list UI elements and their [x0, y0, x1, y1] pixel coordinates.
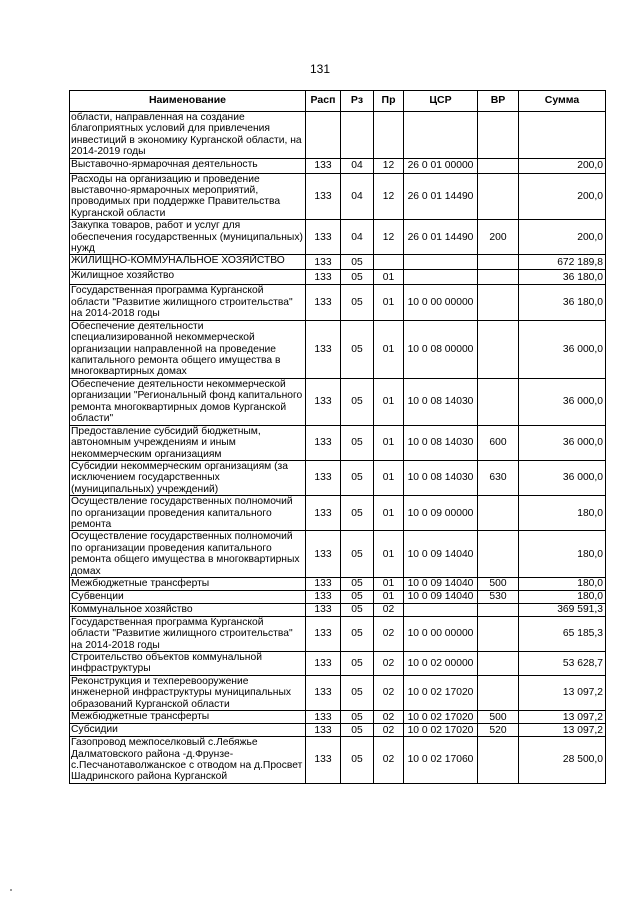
cell-vr: [478, 285, 519, 320]
cell-name: Жилищное хозяйство: [70, 270, 306, 285]
cell-csr: 10 0 09 14040: [404, 531, 478, 578]
cell-vr: [478, 270, 519, 285]
budget-table: [69, 90, 606, 784]
cell-name: ЖИЛИЩНО-КОММУНАЛЬНОЕ ХОЗЯЙСТВО: [70, 255, 306, 270]
cell-name: Межбюджетные трансферты: [70, 578, 306, 590]
cell-name: Выставочно-ярмарочная деятельность: [70, 158, 306, 173]
cell-rz: 05: [341, 460, 374, 495]
header-csr: ЦСР: [404, 91, 478, 112]
cell-sum: 36 000,0: [519, 320, 606, 378]
cell-name: Осуществление государственных полномочий по организации проведения капитального ремонта: [70, 496, 306, 531]
table-row: [70, 496, 606, 531]
cell-pr: 02: [374, 676, 404, 711]
cell-pr: 02: [374, 724, 404, 737]
cell-csr: [404, 270, 478, 285]
cell-rasp: 133: [306, 425, 341, 460]
cell-rasp: 133: [306, 320, 341, 378]
cell-rasp: 133: [306, 460, 341, 495]
cell-vr: 200: [478, 220, 519, 255]
cell-csr: 10 0 02 17020: [404, 711, 478, 724]
cell-name: области, направленная на создание благоприятных условий для привлечения инвестиций в экономику Курганской области, на 2014-2019 годы: [70, 112, 306, 159]
cell-vr: [478, 378, 519, 425]
cell-rasp: 133: [306, 724, 341, 737]
cell-vr: [478, 255, 519, 270]
cell-name: Осуществление государственных полномочий по организации проведения капитального ремонта общего имущества в многоквартирных домах: [70, 531, 306, 578]
cell-vr: [478, 603, 519, 616]
cell-sum: 180,0: [519, 590, 606, 603]
cell-vr: [478, 737, 519, 784]
cell-rasp: 133: [306, 652, 341, 676]
cell-csr: 10 0 08 14030: [404, 378, 478, 425]
table-header-row: [70, 91, 606, 112]
table-row: [70, 112, 606, 159]
cell-sum: 36 000,0: [519, 378, 606, 425]
cell-pr: 01: [374, 285, 404, 320]
page-number: 131: [309, 62, 331, 76]
cell-pr: 12: [374, 158, 404, 173]
table-row: [70, 425, 606, 460]
cell-rasp: 133: [306, 496, 341, 531]
cell-pr: 02: [374, 737, 404, 784]
table-row: [70, 320, 606, 378]
cell-pr: [374, 112, 404, 159]
cell-csr: 10 0 08 00000: [404, 320, 478, 378]
cell-rasp: [306, 112, 341, 159]
cell-rasp: 133: [306, 578, 341, 590]
cell-rz: 05: [341, 285, 374, 320]
cell-name: Коммунальное хозяйство: [70, 603, 306, 616]
cell-rz: [341, 112, 374, 159]
cell-vr: [478, 173, 519, 220]
header-name: Наименование: [70, 91, 306, 112]
cell-rasp: 133: [306, 603, 341, 616]
cell-sum: 180,0: [519, 578, 606, 590]
cell-name: Государственная программа Курганской области "Развитие жилищного строительства" на 2014-2018 годы: [70, 285, 306, 320]
cell-sum: 200,0: [519, 220, 606, 255]
cell-pr: 12: [374, 173, 404, 220]
cell-csr: [404, 112, 478, 159]
cell-rasp: 133: [306, 173, 341, 220]
table-row: [70, 173, 606, 220]
cell-rz: 05: [341, 578, 374, 590]
cell-sum: 200,0: [519, 158, 606, 173]
cell-rasp: 133: [306, 676, 341, 711]
table-row: [70, 531, 606, 578]
cell-pr: 01: [374, 578, 404, 590]
cell-sum: 65 185,3: [519, 616, 606, 651]
cell-vr: [478, 320, 519, 378]
cell-name: Газопровод межпоселковый с.Лебяжье Далматовского района -д.Фрунзе-с.Песчанотаволжанское с отводом на д.Просвет Шадринского района Курганской: [70, 737, 306, 784]
table-row: [70, 616, 606, 651]
cell-sum: 200,0: [519, 173, 606, 220]
cell-csr: 26 0 01 00000: [404, 158, 478, 173]
cell-vr: 500: [478, 578, 519, 590]
header-pr: Пр: [374, 91, 404, 112]
cell-rz: 04: [341, 158, 374, 173]
table-row: [70, 255, 606, 270]
cell-rz: 05: [341, 616, 374, 651]
cell-csr: 10 0 09 00000: [404, 496, 478, 531]
cell-sum: 13 097,2: [519, 724, 606, 737]
cell-rasp: 133: [306, 220, 341, 255]
cell-rz: 05: [341, 711, 374, 724]
cell-csr: 26 0 01 14490: [404, 173, 478, 220]
cell-vr: [478, 676, 519, 711]
header-vr: ВР: [478, 91, 519, 112]
cell-sum: 369 591,3: [519, 603, 606, 616]
cell-rz: 05: [341, 737, 374, 784]
cell-sum: 53 628,7: [519, 652, 606, 676]
cell-rz: 05: [341, 531, 374, 578]
cell-name: Обеспечение деятельности некоммерческой организации "Региональный фонд капитального ремонта многоквартирных домов Курганской области": [70, 378, 306, 425]
cell-csr: 10 0 08 14030: [404, 425, 478, 460]
cell-pr: 01: [374, 270, 404, 285]
cell-pr: 01: [374, 320, 404, 378]
cell-rasp: 133: [306, 531, 341, 578]
cell-name: Субсидии: [70, 724, 306, 737]
cell-pr: 01: [374, 378, 404, 425]
cell-pr: 01: [374, 590, 404, 603]
table-body: [70, 112, 606, 784]
cell-rz: 05: [341, 590, 374, 603]
cell-vr: [478, 616, 519, 651]
cell-sum: 13 097,2: [519, 711, 606, 724]
cell-vr: 500: [478, 711, 519, 724]
cell-pr: 02: [374, 652, 404, 676]
cell-csr: 10 0 02 00000: [404, 652, 478, 676]
cell-vr: 530: [478, 590, 519, 603]
cell-name: Расходы на организацию и проведение выставочно-ярмарочных мероприятий, проводимых при поддержке Правительства Курганской области: [70, 173, 306, 220]
table-row: [70, 270, 606, 285]
cell-vr: [478, 112, 519, 159]
cell-sum: [519, 112, 606, 159]
cell-rz: 05: [341, 724, 374, 737]
cell-name: Предоставление субсидий бюджетным, автономным учреждениям и иным некоммерческим организациям: [70, 425, 306, 460]
cell-pr: 02: [374, 616, 404, 651]
table-row: [70, 724, 606, 737]
table-row: [70, 158, 606, 173]
cell-sum: 36 180,0: [519, 285, 606, 320]
cell-rz: 05: [341, 270, 374, 285]
cell-rz: 05: [341, 652, 374, 676]
cell-vr: [478, 652, 519, 676]
cell-name: Строительство объектов коммунальной инфраструктуры: [70, 652, 306, 676]
cell-rasp: 133: [306, 737, 341, 784]
cell-csr: 10 0 02 17060: [404, 737, 478, 784]
table-row: [70, 285, 606, 320]
header-rasp: Расп: [306, 91, 341, 112]
cell-rz: 05: [341, 378, 374, 425]
scan-speck: [10, 889, 12, 891]
table-row: [70, 590, 606, 603]
cell-sum: 36 000,0: [519, 425, 606, 460]
cell-vr: 520: [478, 724, 519, 737]
cell-rasp: 133: [306, 285, 341, 320]
table-row: [70, 578, 606, 590]
table-row: [70, 711, 606, 724]
cell-rasp: 133: [306, 270, 341, 285]
cell-pr: 01: [374, 425, 404, 460]
cell-vr: [478, 496, 519, 531]
cell-vr: [478, 158, 519, 173]
cell-pr: 01: [374, 496, 404, 531]
cell-vr: [478, 531, 519, 578]
cell-rz: 05: [341, 676, 374, 711]
cell-rz: 04: [341, 173, 374, 220]
table-row: [70, 460, 606, 495]
cell-name: Реконструкция и техперевооружение инженерной инфраструктуры муниципальных образований Курганской области: [70, 676, 306, 711]
cell-rz: 05: [341, 425, 374, 460]
cell-pr: 01: [374, 531, 404, 578]
cell-csr: 10 0 02 17020: [404, 676, 478, 711]
cell-csr: 10 0 09 14040: [404, 578, 478, 590]
header-sum: Сумма: [519, 91, 606, 112]
cell-csr: 10 0 00 00000: [404, 285, 478, 320]
cell-pr: 01: [374, 460, 404, 495]
cell-csr: 10 0 09 14040: [404, 590, 478, 603]
cell-sum: 180,0: [519, 496, 606, 531]
table-row: [70, 378, 606, 425]
cell-vr: 600: [478, 425, 519, 460]
table-row: [70, 652, 606, 676]
cell-pr: 02: [374, 603, 404, 616]
cell-name: Государственная программа Курганской области "Развитие жилищного строительства" на 2014-2018 годы: [70, 616, 306, 651]
table-row: [70, 220, 606, 255]
cell-csr: 10 0 08 14030: [404, 460, 478, 495]
cell-vr: 630: [478, 460, 519, 495]
cell-name: Межбюджетные трансферты: [70, 711, 306, 724]
cell-csr: [404, 255, 478, 270]
cell-rz: 05: [341, 320, 374, 378]
cell-name: Субвенции: [70, 590, 306, 603]
table-row: [70, 676, 606, 711]
cell-sum: 180,0: [519, 531, 606, 578]
cell-sum: 36 000,0: [519, 460, 606, 495]
cell-pr: 12: [374, 220, 404, 255]
cell-name: Закупка товаров, работ и услуг для обеспечения государственных (муниципальных) нужд: [70, 220, 306, 255]
cell-rasp: 133: [306, 158, 341, 173]
cell-sum: 672 189,8: [519, 255, 606, 270]
cell-rz: 05: [341, 603, 374, 616]
table-row: [70, 603, 606, 616]
cell-name: Обеспечение деятельности специализированной некоммерческой организации направленной на проведение капитального ремонта общего имущества в многоквартирных домах: [70, 320, 306, 378]
cell-name: Субсидии некоммерческим организациям (за исключением государственных (муниципальных) учреждений): [70, 460, 306, 495]
cell-sum: 13 097,2: [519, 676, 606, 711]
cell-sum: 36 180,0: [519, 270, 606, 285]
cell-csr: 10 0 02 17020: [404, 724, 478, 737]
cell-sum: 28 500,0: [519, 737, 606, 784]
cell-csr: 26 0 01 14490: [404, 220, 478, 255]
cell-pr: [374, 255, 404, 270]
cell-rasp: 133: [306, 590, 341, 603]
cell-csr: 10 0 00 00000: [404, 616, 478, 651]
header-rz: Рз: [341, 91, 374, 112]
cell-pr: 02: [374, 711, 404, 724]
cell-rz: 05: [341, 255, 374, 270]
cell-rasp: 133: [306, 616, 341, 651]
cell-rasp: 133: [306, 255, 341, 270]
cell-rz: 04: [341, 220, 374, 255]
cell-rasp: 133: [306, 378, 341, 425]
cell-rasp: 133: [306, 711, 341, 724]
cell-csr: [404, 603, 478, 616]
table-row: [70, 737, 606, 784]
cell-rz: 05: [341, 496, 374, 531]
